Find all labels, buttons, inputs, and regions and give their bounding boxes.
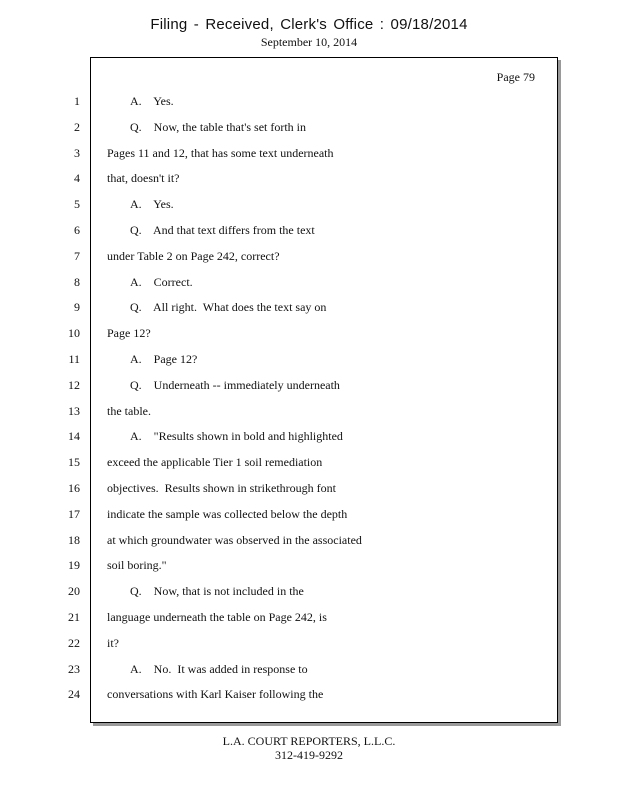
line-number: 13 [68, 404, 80, 418]
line-number: 19 [68, 558, 80, 572]
line-number: 10 [68, 326, 80, 340]
transcript-line: Page 12? [107, 326, 151, 340]
transcript-line: exceed the applicable Tier 1 soil remediation [107, 455, 323, 469]
line-number: 8 [74, 275, 80, 289]
line-number: 12 [68, 378, 80, 392]
deposition-date: September 10, 2014 [260, 35, 358, 49]
line-number: 11 [68, 352, 80, 366]
transcript-line: soil boring." [107, 558, 167, 572]
line-number: 21 [68, 610, 80, 624]
transcript-line: A. Yes. [130, 94, 174, 108]
transcript-line: Q. All right. What does the text say on [130, 300, 327, 314]
transcript-line: under Table 2 on Page 242, correct? [107, 249, 280, 263]
line-number: 7 [74, 249, 80, 263]
transcript-line: objectives. Results shown in strikethrough font [107, 481, 336, 495]
transcript-line: A. "Results shown in bold and highlighted [130, 429, 343, 443]
line-number: 17 [68, 507, 80, 521]
line-number: 2 [74, 120, 80, 134]
transcript-line: that, doesn't it? [107, 171, 180, 185]
transcript-line: A. No. It was added in response to [130, 662, 308, 676]
line-number: 6 [74, 223, 80, 237]
transcript-line: at which groundwater was observed in the associated [107, 533, 362, 547]
filing-stamp-header: Filing - Received, Clerk's Office : 09/18/2014 [150, 16, 468, 33]
court-reporter-phone: 312-419-9292 [275, 748, 343, 762]
transcript-line: Q. Now, that is not included in the [130, 584, 304, 598]
transcript-line: Q. Now, the table that's set forth in [130, 120, 307, 134]
transcript-line: A. Yes. [130, 197, 174, 211]
line-number: 1 [74, 94, 80, 108]
transcript-line: A. Page 12? [130, 352, 198, 366]
line-number: 5 [74, 197, 80, 211]
line-number: 16 [68, 481, 80, 495]
transcript-line: the table. [107, 404, 151, 418]
line-number: 18 [68, 533, 80, 547]
line-number: 24 [68, 687, 80, 701]
transcript-line: Pages 11 and 12, that has some text underneath [107, 146, 334, 160]
line-number: 22 [68, 636, 80, 650]
line-number: 4 [74, 171, 80, 185]
transcript-line: conversations with Karl Kaiser following the [107, 687, 324, 701]
line-number: 9 [74, 300, 80, 314]
page-number: Page 79 [496, 70, 535, 84]
transcript-line: language underneath the table on Page 242, is [107, 610, 327, 624]
transcript-line: Q. And that text differs from the text [130, 223, 315, 237]
transcript-line: Q. Underneath -- immediately underneath [130, 378, 340, 392]
line-number: 15 [68, 455, 80, 469]
transcript-line: indicate the sample was collected below the depth [107, 507, 348, 521]
line-number: 20 [68, 584, 80, 598]
transcript-line: it? [107, 636, 119, 650]
court-reporter-company: L.A. COURT REPORTERS, L.L.C. [222, 734, 396, 748]
transcript-line: A. Correct. [130, 275, 193, 289]
line-number: 14 [68, 429, 80, 443]
line-number: 23 [68, 662, 80, 676]
line-number: 3 [74, 146, 80, 160]
